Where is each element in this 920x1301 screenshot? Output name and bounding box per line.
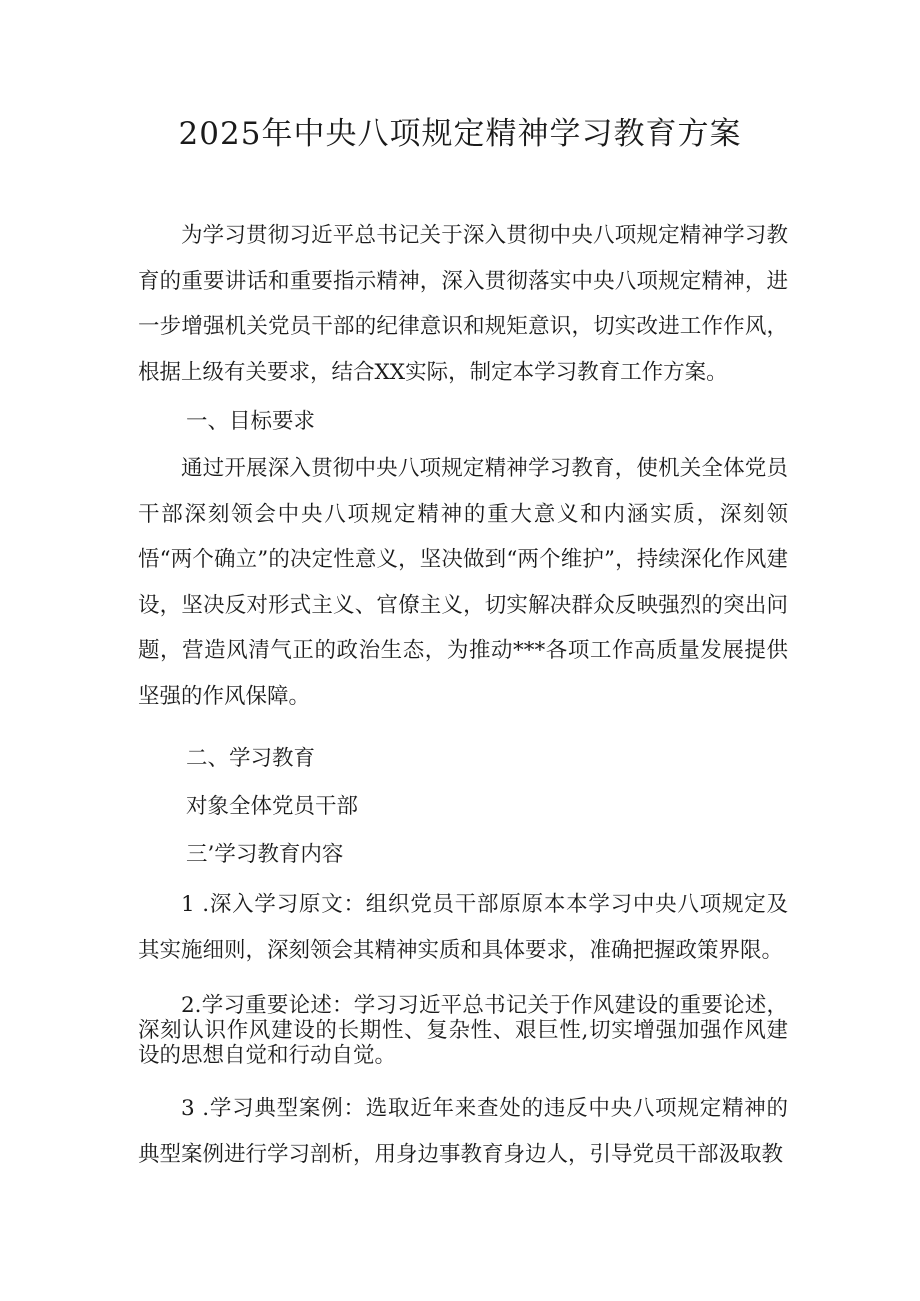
section-heading-goals: 一、目标要求	[186, 409, 316, 434]
study-target-text: 对象全体党员干部	[186, 794, 359, 819]
document-title: 2025年中央八项规定精神学习教育方案	[178, 116, 742, 152]
intro-paragraph: 为学习贯彻习近平总书记关于深入贯彻中央八项规定精神学习教育的重要讲话和重要指示精神，深入贯彻落实中央八项规定精神，进一步增强机关党员干部的纪律意识和规矩意识，切实改进工作作风，根据上级有关要求，结合XX实际，制定本学习教育工作方案。	[138, 223, 788, 385]
list-item-typical-cases: 3 .学习典型案例：选取近年来查处的违反中央八项规定精神的典型案例进行学习剖析，用身边事教育身边人，引导党员干部汲取教	[138, 1096, 788, 1167]
goals-paragraph: 通过开展深入贯彻中央八项规定精神学习教育，使机关全体党员干部深刻领会中央八项规定精神的重大意义和内涵实质，深刻领悟“两个确立”的决定性意义，坚决做到“两个维护”，持续深化作风建设，坚决反对形式主义、官僚主义，切实解决群众反映强烈的突出问题，营造风清气正的政治生态，为推动***各项工作高质量发展提供坚强的作风保障。	[138, 456, 788, 709]
section-heading-content: 三’学习教育内容	[186, 842, 344, 867]
section-heading-study: 二、学习教育	[186, 746, 316, 771]
list-item-important-remarks: 2.学习重要论述：学习习近平总书记关于作风建设的重要论述，深刻认识作风建设的长期性、复杂性、艰巨性,切实增强加强作风建设的思想自觉和行动自觉。	[138, 993, 788, 1068]
list-item-original-text: 1 .深入学习原文：组织党员干部原原本本学习中央八项规定及其实施细则，深刻领会其精神实质和具体要求，准确把握政策界限。	[138, 892, 788, 963]
